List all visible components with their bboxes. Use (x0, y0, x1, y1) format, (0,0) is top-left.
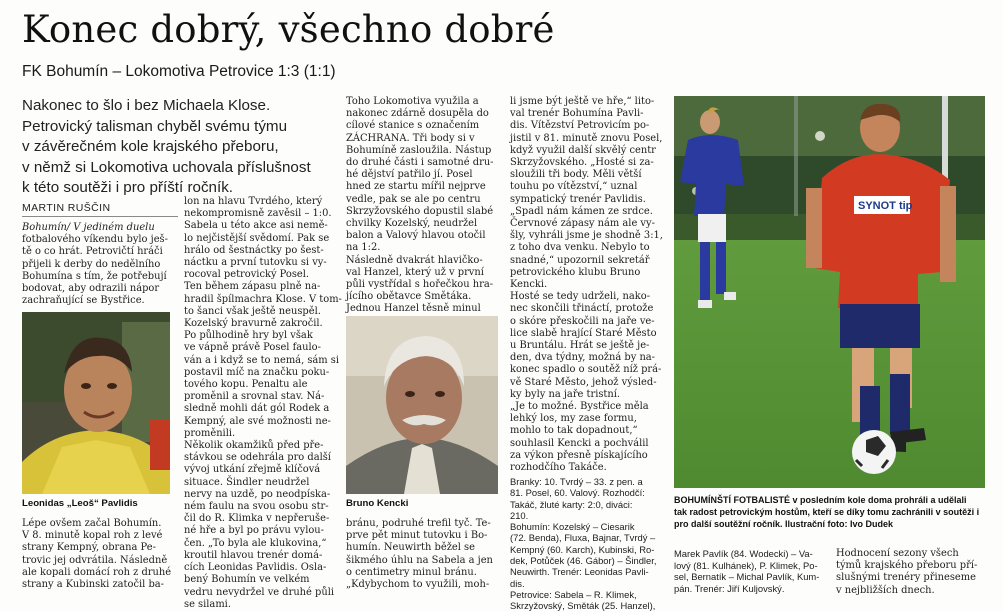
text-line: Hosté se tedy udrželi, nako- (510, 291, 651, 303)
text-line: vedle, pak se ale po centru (346, 193, 481, 205)
text-line: rocoval petrovický Posel. (184, 269, 310, 281)
stats-line: Petrovice: Sabela – R. Klimek, (510, 588, 637, 600)
text-line: Několik okamžiků před pře- (184, 440, 324, 452)
text-line: Sabela u této akce asi nemě- (184, 220, 328, 232)
column-4 (510, 96, 668, 474)
text-line: tového kopu. Penaltu ale (184, 379, 308, 391)
text-line: „Kdybychom to využili, moh- (346, 579, 490, 591)
jersey-sponsor-text: SYNOT tip (858, 200, 913, 212)
text-line: souhlasil Kencki a pochválil (510, 437, 649, 449)
text-line: přijeli k derby do nedělního (22, 258, 161, 270)
text-line: Kozelský bravurně zakročil. (184, 318, 323, 330)
stats-line: (72. Benda), Fluxa, Bajnar, Tvrdý – (510, 532, 656, 544)
text-line: nec skončili třináctí, protože (510, 303, 654, 315)
text-line: kroutil hlavou trenér domá- (184, 549, 323, 561)
text-line: proměnili. (184, 427, 236, 439)
caption-line: tak radost petrovickým hostům, kteří se díky tomu zachránili v soutěži i (674, 507, 980, 517)
text-line: „Spadl nám kámen ze srdce. (510, 205, 653, 217)
text-line: ván a i když se to nemá, sám si (184, 354, 340, 366)
text-line: ale kopali domácí roh z druhé (22, 566, 172, 578)
lineup-continuation (674, 548, 822, 594)
text-line: situace. Šindler neudržel (184, 476, 310, 488)
text-line: Následně dvakrát hlavičko- (346, 254, 483, 266)
lead-line: k této soutěži i pro příští ročník. (22, 179, 234, 196)
text-line: Toho Lokomotiva využila a (346, 96, 479, 107)
caption-pavlidis: Leonidas „Leoš“ Pavlidis (22, 498, 138, 509)
football-match-image (674, 96, 985, 488)
column-3-bottom (346, 518, 504, 591)
text-line: proměnil a srovnal stav. Ná- (184, 391, 325, 403)
text-line: Bohumíně zasloužila. Nástup (346, 144, 492, 156)
text-line: jistil v 81. minutě znovu Posel, (510, 132, 663, 144)
text-line: lo nejčistější svědomí. Pak se (184, 232, 330, 244)
text-line: o skóre přeskočili na jaře ve- (510, 315, 655, 327)
text-line: rozhodčího Takáče. (510, 462, 607, 474)
text-line: to šanci však ještě neuspěl. (184, 305, 321, 317)
stats-line: Takáč, žluté karty: 2:0, diváci: (510, 498, 633, 510)
text-line: vývoj utkání zřejmě klíčová (184, 464, 321, 476)
text-line: sympatický trenér Pavlidis. (510, 193, 646, 205)
text-line: Po půlhodině hry byl však (184, 330, 313, 342)
lead-line: Petrovický talisman chyběl svému týmu (22, 117, 288, 135)
stats-line: 210. (510, 509, 529, 521)
text-line: Skrzyžovského. „Hosté si za- (510, 157, 654, 169)
text-line: ve vápně právě Posel faulo- (184, 342, 321, 354)
text-line: cích Leonidas Pavlidis. Osla- (184, 562, 327, 574)
column-1-bottom (22, 518, 178, 591)
column-1-top (22, 222, 178, 307)
text-line: Jednou Hanzel těsně minul (346, 303, 481, 315)
text-line: Lépe ovšem začal Bohumín. (22, 518, 162, 529)
text-line: Kempný, ale své možnosti ne- (184, 415, 331, 427)
text-line: balon a Valový hlavou otočil (346, 230, 486, 242)
lead-line: v němž si Lokomotiva uchovala příslušnost (22, 158, 311, 176)
text-line: snadné,“ upozornil sekretář (510, 254, 650, 266)
text-line: náctku a první tutovku si vy- (184, 257, 327, 269)
caption-line: BOHUMÍNŠTÍ FOTBALISTÉ v posledním kole doma prohráli a udělali (674, 495, 967, 505)
text-line: jícího obětavce Smětáka. (346, 291, 472, 303)
photo-pavlidis (22, 312, 170, 494)
text-line: v nejbližších dnech. (836, 584, 935, 596)
text-line: tě o co hrát. Petrovičtí hráči (22, 246, 163, 258)
text-line: vedru nevydržel ve druhé půli (184, 586, 335, 598)
text-line: val trenér Bohumína Pavli- (510, 108, 644, 120)
text-line: šly, vyhráli jsme je shodně 3:1, (510, 230, 663, 242)
author-byline: MARTIN RUŠČIN (22, 202, 111, 214)
text-line: nervy na uzdě, po neodpíska- (184, 488, 331, 500)
stats-line: Kempný (60. Karch), Kubinski, Ro- (510, 543, 655, 555)
stats-line: dek, Potůček (46. Gábor) – Šindler, (510, 555, 657, 567)
lead-line: v závěrečném kole krajského přeboru, (22, 138, 279, 155)
text-line: Ten během zápasu plně na- (184, 281, 321, 293)
caption-kencki: Bruno Kencki (346, 498, 409, 509)
text-line: ZÁCHRANA. Tři body si v (346, 132, 475, 144)
portrait-pavlidis-image (22, 312, 170, 494)
text-line: lon na hlavu Tvrdého, který (184, 196, 323, 207)
text-line: bodovat, aby odrazili nápor (22, 283, 160, 295)
text-line: strany Kempný, obrana Pe- (22, 542, 156, 554)
text-line: V 8. minutě kopal roh z levé (22, 530, 163, 542)
text-line: ky byly na jaře tristní. (510, 388, 621, 400)
text-line: postavil míč na značku poku- (184, 366, 330, 378)
stats-line: pán. Trenér: Jiří Kuljovský. (674, 582, 785, 594)
text-line: hradil špílmachra Klose. V tom- (184, 293, 342, 305)
text-line: hé dějství patřilo jí. Posel (346, 169, 473, 181)
text-line: touhu po vítězství,“ uznal (510, 181, 638, 193)
text-line: trovic jej odvrátila. Následně (22, 554, 168, 566)
text-line: do druhé části i samotné dru- (346, 157, 494, 169)
main-photo-caption (674, 494, 985, 530)
text-line: čen. „To byla ale klukovina,“ (184, 537, 327, 549)
text-line: na 1:2. (346, 242, 381, 254)
headline: Konec dobrý, všechno dobré (22, 8, 555, 51)
text-line: Kencki. (510, 279, 548, 291)
text-line: humín. Neuwirth běžel se (346, 542, 475, 554)
text-line: hrálo od šestnáctky po šest- (184, 244, 324, 256)
text-line: né hře a byl po právu vylou- (184, 525, 325, 537)
caption-line: pro další soutěžní ročník. Ilustrační foto: Ivo Dudek (674, 519, 894, 529)
text-line: když využil další skvělý centr (510, 144, 656, 156)
byline-rule (22, 216, 178, 217)
text-line: fotbalového víkendu bylo ješ- (22, 234, 168, 246)
text-line: o centimetry minul bránu. (346, 566, 477, 578)
stats-line: dis. (510, 577, 525, 589)
portrait-kencki-image (346, 316, 498, 494)
football-ball (852, 430, 896, 474)
text-line: se silami. (184, 598, 231, 610)
text-line: půli vystřídal s hořečkou hra- (346, 279, 494, 291)
text-line: lice slabě hrající Staré Město (510, 327, 657, 339)
text-line: petrovického klubu Bruno (510, 266, 641, 278)
text-line: chvilky Kozelský, neudržel (346, 218, 478, 230)
text-line: zachraňující se Bystřice. (22, 295, 145, 307)
stats-line: Skrzyžovský, Směták (25. Hanzel), (510, 600, 656, 612)
subhead: FK Bohumín – Lokomotiva Petrovice 1:3 (1:1) (22, 63, 336, 80)
text-line: sloužili tři body. Měli větší (510, 169, 642, 181)
text-line: Bohumín/ V jediném duelu (22, 222, 155, 233)
text-line: ném faulu na svou osobu str- (184, 501, 329, 513)
text-line: za výkon přesně pískajícího (510, 449, 648, 461)
text-line: cílové stanice s označením (346, 120, 480, 132)
text-line: dis. Vítězství Petrovicím po- (510, 120, 650, 132)
text-line: z toho dva venku. Nebylo to (510, 242, 650, 254)
stats-line: 81. Posel, 60. Valový. Rozhodčí: (510, 487, 645, 499)
match-stats (510, 476, 670, 612)
text-line: u Bruntálu. Hrát se ještě je- (510, 340, 650, 352)
stats-line: lový (81. Kulhánek), P. Klimek, Po- (674, 559, 818, 571)
text-line: mohlo to tak dopadnout,“ (510, 425, 638, 437)
text-line: nakonec zdárně dosupěla do (346, 108, 489, 120)
text-line: Bohumína s tím, že potřebují (22, 270, 167, 282)
text-line: nekompromisně zavěsil – 1:0. (184, 208, 332, 220)
text-line: týmů krajského přeboru pří- (836, 560, 978, 572)
stats-line: Bohumín: Kozelský – Ciesarik (510, 521, 635, 533)
column-5-closing (836, 548, 986, 597)
text-line: „Je to možné. Bystřice měla (510, 401, 649, 413)
text-line: čil do R. Klimka v nepřeruše- (184, 513, 330, 525)
text-line: Červnové zápasy nám ale vy- (510, 218, 655, 230)
text-line: konec spadlo o soutěž níž prá- (510, 364, 662, 376)
stats-line: sel, Bernatík – Michal Pavlík, Kum- (674, 571, 820, 583)
text-line: hned ze startu mířil nejprve (346, 181, 486, 193)
column-3-top (346, 96, 504, 316)
text-line: den, dva týdny, možná by na- (510, 352, 656, 364)
lead-paragraph (22, 96, 342, 199)
text-line: bránu, podruhé trefil tyč. Te- (346, 518, 491, 529)
text-line: bený Bohumín ve velkém (184, 574, 310, 586)
lead-line: Nakonec to šlo i bez Michaela Klose. (22, 97, 271, 114)
text-line: val Hanzel, který už v první (346, 266, 484, 278)
text-line: strany a Kubinski zatočil ba- (22, 579, 164, 591)
stats-line: Neuwirth. Trenér: Leonidas Pavli- (510, 566, 649, 578)
text-line: Hodnocení sezony všech (836, 548, 959, 559)
text-line: stávkou se odehrála pro další (184, 452, 331, 464)
text-line: Skrzyžovského dopustil slabé (346, 205, 494, 217)
stats-line: Marek Pavlík (84. Wodecki) – Va- (674, 548, 813, 559)
text-line: sledně mohli dát gól Rodek a (184, 403, 330, 415)
text-line: lehký los, my zase formu, (510, 413, 637, 425)
text-line: slušnými trenéry přineseme (836, 572, 976, 584)
photo-kencki (346, 316, 498, 494)
photo-football-match (674, 96, 985, 488)
text-line: vě Staré Město, jehož výsled- (510, 376, 657, 388)
text-line: li jsme být ještě ve hře,“ lito- (510, 96, 655, 107)
text-line: prve pět minut tutovku i Bo- (346, 530, 488, 542)
column-2 (184, 196, 342, 611)
text-line: šikmého úhlu na Sabela a jen (346, 554, 493, 566)
stats-line: Branky: 10. Tvrdý – 33. z pen. a (510, 476, 643, 487)
